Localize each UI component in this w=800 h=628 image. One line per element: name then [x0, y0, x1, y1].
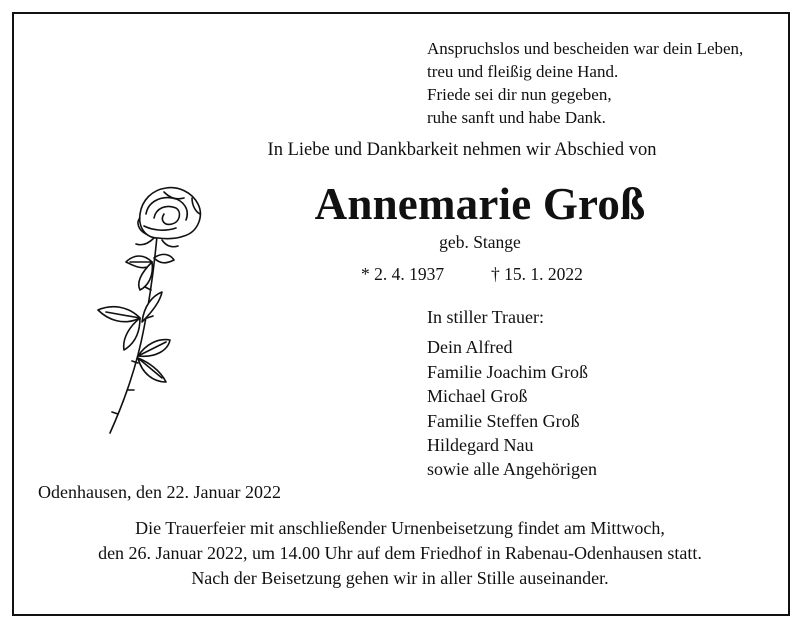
mourner-item: Familie Steffen Groß: [427, 410, 580, 431]
funeral-line: den 26. Januar 2022, um 14.00 Uhr auf dem Friedhof in Rabenau-Odenhausen statt.: [98, 543, 702, 563]
mourner-item: Familie Joachim Groß: [427, 361, 588, 382]
deceased-name: Annemarie Groß: [314, 179, 646, 229]
mourner-item: Hildegard Nau: [427, 435, 534, 456]
poem-line: Friede sei dir nun gegeben,: [427, 85, 612, 104]
place-date: Odenhausen, den 22. Januar 2022: [38, 482, 281, 502]
funeral-line: Die Trauerfeier mit anschließender Urnenbeisetzung findet am Mittwoch,: [135, 518, 665, 538]
mourner-item: Michael Groß: [427, 386, 528, 407]
poem-line: treu und fleißig deine Hand.: [427, 62, 619, 81]
mourner-item: sowie alle Angehörigen: [427, 459, 597, 480]
mourners-list: [427, 305, 597, 482]
mourners-heading: In stiller Trauer:: [427, 307, 544, 327]
intro-text: In Liebe und Dankbarkeit nehmen wir Abschied von: [267, 140, 657, 160]
poem: [427, 37, 743, 129]
birth-name: geb. Stange: [439, 232, 521, 252]
funeral-line: Nach der Beisetzung gehen wir in aller Stille auseinander.: [191, 568, 609, 588]
poem-line: Anspruchslos und bescheiden war dein Leben,: [427, 39, 744, 58]
mourner-item: Dein Alfred: [427, 337, 513, 358]
funeral-notice: [0, 516, 800, 591]
birth-date: * 2. 4. 1937: [361, 264, 445, 284]
poem-line: ruhe sanft und habe Dank.: [427, 108, 606, 127]
rose-icon: [80, 178, 220, 440]
death-date: † 15. 1. 2022: [491, 264, 583, 284]
